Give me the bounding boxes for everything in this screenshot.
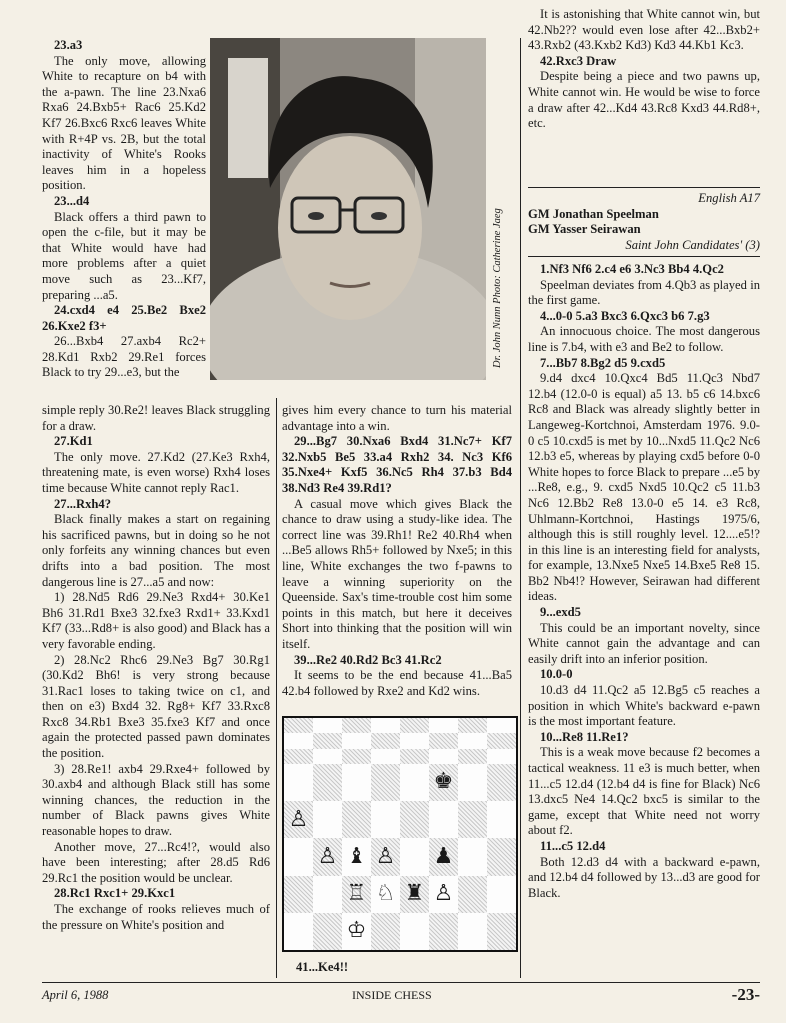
move-heading: 10...Re8 11.Re1? bbox=[540, 729, 629, 744]
square-b8 bbox=[313, 718, 342, 733]
move-heading: 42.Rxc3 Draw bbox=[540, 53, 617, 68]
annotation-paragraph: A casual move which gives Black the chance to draw using a study-like idea. The correct line was 39.Rh1! Re2 40.Rh4 when ...Be5 allows Rh5+ followed by Nxe5; in this line, White exchanges the two f-pawns to leave a winning superiority on the Queenside. Sax's time-trouble cost him some points in this match, but here it deceives Short into thinking that the position will win itself. bbox=[282, 496, 512, 651]
white-player: GM Jonathan Speelman bbox=[528, 206, 659, 221]
annotation-paragraph: 3) 28.Re1! axb4 29.Rxe4+ followed by 30.axb4 and although Black still has some winning chances, the reduction in the number of Black pawns gives White reasonable hopes to draw. bbox=[42, 761, 270, 839]
square-e1 bbox=[400, 913, 429, 950]
square-d5 bbox=[371, 764, 400, 801]
square-d4 bbox=[371, 801, 400, 838]
square-a8 bbox=[284, 718, 313, 733]
move-heading: 10.0-0 bbox=[540, 667, 573, 682]
footer-rule bbox=[42, 982, 760, 983]
square-e6 bbox=[400, 749, 429, 764]
square-h8 bbox=[487, 718, 516, 733]
annotation-paragraph: Both 12.d3 d4 with a backward e-pawn, and 12.b4 d4 followed by 13...d3 are good for Black. bbox=[528, 854, 760, 900]
square-f2 bbox=[429, 876, 458, 913]
annotation-paragraph: It seems to be the end because 41...Ba5 42.b4 followed by Rxe2 and Kd2 wins. bbox=[282, 668, 512, 698]
square-a4 bbox=[284, 801, 313, 838]
square-b3 bbox=[313, 838, 342, 875]
annotation-paragraph: Despite being a piece and two pawns up, White cannot win. He would be wise to force a draw after 42...Kd4 43.Rc8 Kxd3 44.Rd8+, etc. bbox=[528, 69, 760, 131]
chess-piece: ♝ bbox=[346, 843, 367, 869]
move-heading: 24.cxd4 e4 25.Be2 Bxe2 26.Kxe2 f3+ bbox=[42, 303, 206, 333]
square-f5 bbox=[429, 764, 458, 801]
annotation-paragraph: It is astonishing that White cannot win, but 42.Nb2?? would even lose after 42...Bxb2+ 43.Rxb2 (43.Kxb2 Kd3) Kd3 44.Kb1 Kc3. bbox=[528, 7, 760, 53]
square-h3 bbox=[487, 838, 516, 875]
move-heading: 23...d4 bbox=[54, 193, 90, 208]
square-c3 bbox=[342, 838, 371, 875]
chess-piece: ♖ bbox=[346, 881, 367, 907]
move-heading: 23.a3 bbox=[54, 38, 83, 52]
square-c5 bbox=[342, 764, 371, 801]
square-g8 bbox=[458, 718, 487, 733]
square-c2 bbox=[342, 876, 371, 913]
annotation-paragraph: gives him every chance to turn his material advantage into a win. bbox=[282, 403, 512, 433]
square-g5 bbox=[458, 764, 487, 801]
square-b7 bbox=[313, 733, 342, 748]
move-heading: 27...Rxh4? bbox=[54, 496, 112, 511]
annotation-paragraph: 1) 28.Nd5 Rd6 29.Ne3 Rxd4+ 30.Ke1 Bh6 31.Rd1 Bxe3 32.fxe3 Rxd1+ 33.Kxd1 Kf7 (33...Rd8+ is also good) and Black has a very favorable ending. bbox=[42, 590, 270, 651]
column-divider-right bbox=[520, 38, 521, 978]
square-e8 bbox=[400, 718, 429, 733]
annotation-paragraph: Another move, 27...Rc4!?, would also have been interesting; after 28.d5 Rd6 29.Rc1 the position would be unclear. bbox=[42, 839, 270, 885]
square-b5 bbox=[313, 764, 342, 801]
square-a3 bbox=[284, 838, 313, 875]
square-f6 bbox=[429, 749, 458, 764]
column-3-bottom bbox=[528, 262, 760, 901]
annotation-paragraph: The exchange of rooks relieves much of the pressure on White's position and bbox=[42, 902, 270, 932]
chess-piece: ♜ bbox=[404, 881, 425, 907]
annotation-paragraph: The only move, allowing White to recapture on b4 with the a-pawn. The line 23.Nxa6 Rxa6 24.Bxb5+ Rac6 25.Kd2 Kf7 26.Bxc6 Rxc6 leaves White with R+4P vs. 2B, but the total inactivity of White's Rooks leaves him in a hopeless position. bbox=[42, 53, 206, 193]
move-heading: 9...exd5 bbox=[540, 605, 581, 620]
square-b2 bbox=[313, 876, 342, 913]
square-d3 bbox=[371, 838, 400, 875]
portrait-image bbox=[210, 38, 486, 380]
annotation-paragraph: The only move. 27.Kd2 (27.Ke3 Rxh4, threatening mate, is even worse) Rxh4 loses time because White cannot reply Rac1. bbox=[42, 449, 270, 495]
move-heading: 11...c5 12.d4 bbox=[540, 838, 606, 853]
footer-date: April 6, 1988 bbox=[42, 988, 109, 1002]
chess-piece: ♙ bbox=[433, 881, 454, 907]
square-a1 bbox=[284, 913, 313, 950]
move-heading: 7...Bb7 8.Bg2 d5 9.cxd5 bbox=[540, 355, 666, 370]
annotation-paragraph: 26...Bxb4 27.axb4 Rc2+ 28.Kd1 Rxb2 29.Re1 forces Black to try 29...e3, but the bbox=[42, 334, 206, 380]
annotation-paragraph: This could be an important novelty, since White cannot gain the advantage and can easily drift into an inferior position. bbox=[528, 620, 760, 666]
annotation-paragraph: Black offers a third pawn to open the c-file, but it may be that White would have had more problems after a quiet move such as 23...Kf7, preparing ...a5. bbox=[42, 209, 206, 302]
annotation-paragraph: Speelman deviates from 4.Qb3 as played in the first game. bbox=[528, 277, 760, 308]
annotation-paragraph: 9.d4 dxc4 10.Qxc4 Bd5 11.Qc3 Nbd7 12.b4 (12.0-0 is equal) a5 13. b5 c6 14.bxc6 Rc8 and Black was already slightly better in Langeweg-Kortchnoi, Amsterdam 1976. 9.0-0 c5 10.cxd5 is met by 10...Nxd5 11.Qc2 Nc6 12.b3 e5, whereas by playing cxd5 before 0-0 White hopes to force Black to prepare ...e5 by ...Re8, e.g., 9. cxd5 Nxd5 10.Qc2 c5 11.b3 Nc6 12.Bb2 Re8 13.0-0 e5 14. e3 Rc8, Uhlmann-Kortchnoi, Hastings 1975/6, although this is still roughly level. 12....e5!? in this line is an interesting field for analysts, for example, 13.Nxe5 Nxe5 14.Bxe5 Re8 15. Bb2 Nb4!? However, Seirawan had different ideas. bbox=[528, 371, 760, 604]
square-d1 bbox=[371, 913, 400, 950]
square-g6 bbox=[458, 749, 487, 764]
square-a2 bbox=[284, 876, 313, 913]
square-c8 bbox=[342, 718, 371, 733]
square-c7 bbox=[342, 733, 371, 748]
column-divider-left bbox=[276, 398, 277, 978]
square-e3 bbox=[400, 838, 429, 875]
event-name: Saint John Candidates' (3) bbox=[625, 237, 760, 252]
square-b6 bbox=[313, 749, 342, 764]
chess-piece: ♚ bbox=[433, 769, 454, 795]
square-f8 bbox=[429, 718, 458, 733]
square-d6 bbox=[371, 749, 400, 764]
move-heading: 28.Rc1 Rxc1+ 29.Kxc1 bbox=[54, 886, 176, 901]
square-a5 bbox=[284, 764, 313, 801]
square-g1 bbox=[458, 913, 487, 950]
photo-credit-text: Dr. John Nunn Photo: Catherine Jaeg bbox=[492, 208, 503, 368]
chess-piece: ♘ bbox=[375, 881, 396, 907]
photo-credit bbox=[488, 40, 510, 370]
game-header-rule bbox=[528, 187, 760, 188]
square-g2 bbox=[458, 876, 487, 913]
annotation-paragraph: simple reply 30.Re2! leaves Black struggling for a draw. bbox=[42, 403, 270, 433]
footer-magazine: INSIDE CHESS bbox=[352, 988, 432, 1002]
chess-piece: ♔ bbox=[346, 918, 367, 944]
square-h1 bbox=[487, 913, 516, 950]
move-heading: 27.Kd1 bbox=[54, 434, 93, 449]
annotation-paragraph: An innocuous choice. The most dangerous line is 7.b4, with e3 and Be2 to follow. bbox=[528, 324, 760, 354]
black-player: GM Yasser Seirawan bbox=[528, 222, 641, 237]
square-a7 bbox=[284, 733, 313, 748]
square-f1 bbox=[429, 913, 458, 950]
square-h2 bbox=[487, 876, 516, 913]
game-header-rule-bottom bbox=[528, 256, 760, 257]
chess-piece: ♙ bbox=[375, 843, 396, 869]
chess-piece: ♟ bbox=[433, 843, 454, 869]
square-g7 bbox=[458, 733, 487, 748]
game-header bbox=[528, 191, 760, 253]
chess-board bbox=[284, 718, 516, 950]
column-1-top bbox=[42, 38, 206, 381]
annotation-paragraph: 10.d3 d4 11.Qc2 a5 12.Bg5 c5 reaches a position in which White's backward e-pawn is the most important feature. bbox=[528, 683, 760, 729]
photo-john-nunn bbox=[210, 38, 486, 380]
square-h5 bbox=[487, 764, 516, 801]
chess-piece: ♙ bbox=[317, 843, 338, 869]
column-2 bbox=[282, 403, 512, 699]
column-3-top bbox=[528, 7, 760, 132]
square-h6 bbox=[487, 749, 516, 764]
square-f4 bbox=[429, 801, 458, 838]
square-h7 bbox=[487, 733, 516, 748]
square-c4 bbox=[342, 801, 371, 838]
square-b4 bbox=[313, 801, 342, 838]
move-heading: 29...Bg7 30.Nxa6 Bxd4 31.Nc7+ Kf7 32.Nxb5 Be5 33.a4 Rxh2 34. Nc3 Kf6 35.Nxe4+ Kxf5 36.Nc5 Rh4 37.b3 Bd4 38.Nd3 Re4 39.Rd1? bbox=[282, 434, 512, 495]
square-d2 bbox=[371, 876, 400, 913]
annotation-paragraph: Black finally makes a start on regaining his sacrificed pawns, but in doing so he not only forfeits any winning chances but even drifts into a bad position. The most dangerous line is 27...a5 and now: bbox=[42, 512, 270, 589]
square-b1 bbox=[313, 913, 342, 950]
square-f7 bbox=[429, 733, 458, 748]
square-g4 bbox=[458, 801, 487, 838]
square-e2 bbox=[400, 876, 429, 913]
square-e5 bbox=[400, 764, 429, 801]
move-heading: 39...Re2 40.Rd2 Bc3 41.Rc2 bbox=[294, 652, 442, 667]
chess-diagram bbox=[282, 716, 518, 952]
opening-name: English A17 bbox=[698, 191, 760, 205]
chess-piece: ♙ bbox=[288, 806, 309, 832]
square-c6 bbox=[342, 749, 371, 764]
square-d8 bbox=[371, 718, 400, 733]
column-1-bottom bbox=[42, 403, 270, 933]
square-d7 bbox=[371, 733, 400, 748]
square-a6 bbox=[284, 749, 313, 764]
annotation-paragraph: 2) 28.Nc2 Rhc6 29.Ne3 Bg7 30.Rg1 (30.Kd2 Bh6! is very strong because 31.Rac1 loses to taking twice on c1, and then on e3) Bxd4 32. Rg8+ Kf7 33.Rxc8 Rxc8 34.Rb1 Bxe3 35.fxe3 Kf7 and once again the protected passed pawn dominates the position. bbox=[42, 652, 270, 761]
move-heading: 1.Nf3 Nf6 2.c4 e6 3.Nc3 Bb4 4.Qc2 bbox=[540, 262, 724, 276]
square-g3 bbox=[458, 838, 487, 875]
annotation-paragraph: This is a weak move because f2 becomes a tactical weakness. 11 e3 is much better, when 11...c5 12.d4 (12.b4 d4 is fine for Black) Nc6 13.dxc5 Ne4 14.Qc2 bxc5 is similar to the game, except that White need not worry about f2. bbox=[528, 745, 760, 838]
square-c1 bbox=[342, 913, 371, 950]
diagram-caption: 41...Ke4!! bbox=[296, 960, 349, 974]
move-heading: 4...0-0 5.a3 Bxc3 6.Qxc3 b6 7.g3 bbox=[540, 308, 710, 323]
square-h4 bbox=[487, 801, 516, 838]
square-e4 bbox=[400, 801, 429, 838]
page-number: -23- bbox=[731, 985, 760, 1004]
square-e7 bbox=[400, 733, 429, 748]
square-f3 bbox=[429, 838, 458, 875]
